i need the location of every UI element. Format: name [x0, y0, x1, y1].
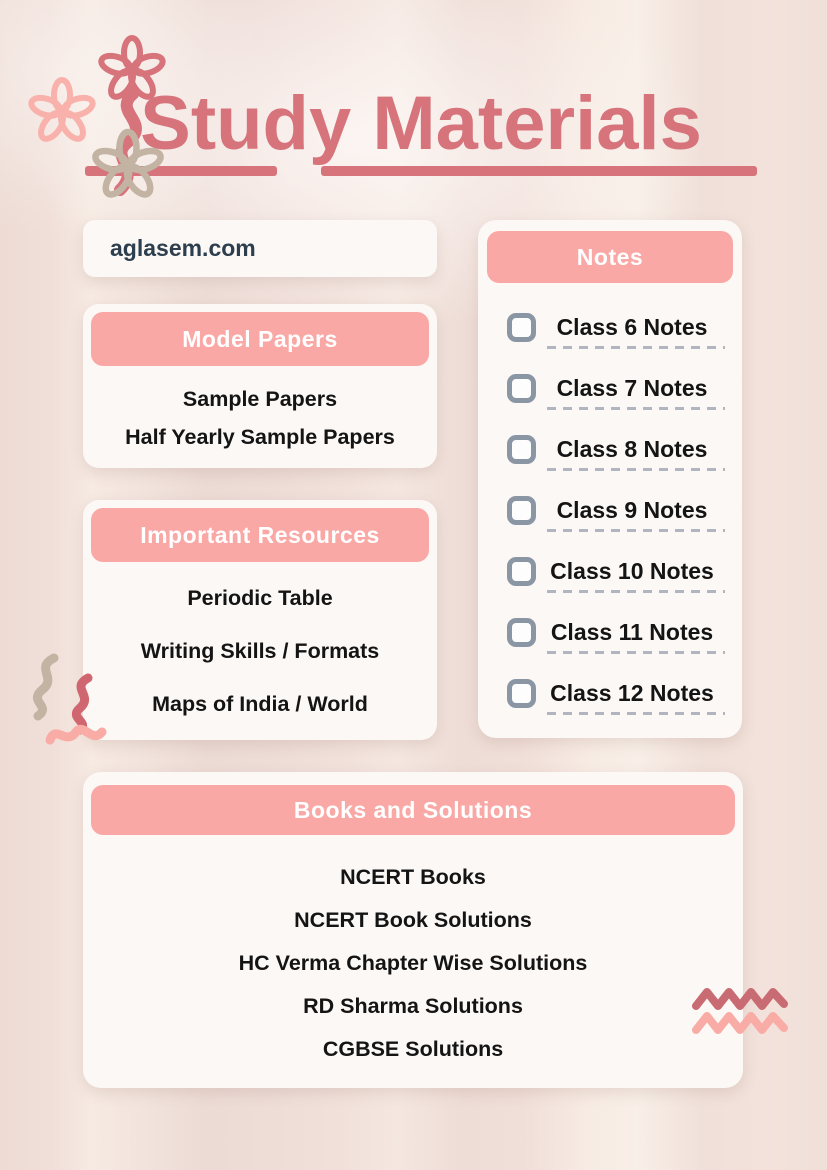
pink-flower-icon — [29, 80, 95, 143]
note-label: Class 10 Notes — [550, 558, 714, 584]
model-papers-item: Half Yearly Sample Papers — [125, 425, 395, 449]
notes-header: Notes — [487, 231, 733, 283]
model-papers-list — [83, 387, 437, 449]
note-row[interactable] — [478, 434, 742, 464]
note-label: Class 12 Notes — [550, 680, 714, 706]
note-row[interactable] — [478, 373, 742, 403]
important-resources-header: Important Resources — [91, 508, 429, 562]
books-and-solutions-item: HC Verma Chapter Wise Solutions — [238, 951, 588, 975]
note-label: Class 9 Notes — [549, 497, 715, 523]
model-papers-card — [83, 304, 437, 468]
notes-list — [478, 312, 742, 708]
note-row[interactable] — [478, 556, 742, 586]
checkbox-icon[interactable] — [507, 435, 536, 464]
books-and-solutions-item: CGBSE Solutions — [322, 1037, 504, 1061]
model-papers-header: Model Papers — [91, 312, 429, 366]
site-link[interactable] — [83, 220, 437, 277]
note-label: Class 6 Notes — [549, 314, 715, 340]
important-resources-item: Maps of India / World — [152, 692, 368, 716]
checkbox-icon[interactable] — [507, 679, 536, 708]
checkbox-icon[interactable] — [507, 374, 536, 403]
squiggle-doodle-icon — [24, 652, 116, 756]
checkbox-icon[interactable] — [507, 496, 536, 525]
books-and-solutions-list — [83, 865, 743, 1061]
zigzag-doodle-icon — [692, 984, 788, 1042]
note-row[interactable] — [478, 678, 742, 708]
flower-doodle-icon — [20, 34, 175, 212]
important-resources-item: Writing Skills / Formats — [140, 639, 380, 663]
books-and-solutions-card — [83, 772, 743, 1088]
page-title: Study Materials — [140, 81, 702, 166]
checkbox-icon[interactable] — [507, 557, 536, 586]
books-and-solutions-item: RD Sharma Solutions — [303, 994, 523, 1018]
model-papers-item: Sample Papers — [182, 387, 338, 411]
important-resources-item: Periodic Table — [187, 586, 333, 610]
important-resources-card — [83, 500, 437, 740]
books-and-solutions-header: Books and Solutions — [91, 785, 735, 835]
books-and-solutions-item: NCERT Books — [340, 865, 486, 889]
books-and-solutions-item: NCERT Book Solutions — [294, 908, 532, 932]
note-label: Class 7 Notes — [549, 375, 715, 401]
note-label: Class 11 Notes — [550, 619, 714, 645]
site-url: aglasem.com — [110, 235, 256, 261]
notes-card — [478, 220, 742, 738]
checkbox-icon[interactable] — [507, 313, 536, 342]
note-row[interactable] — [478, 495, 742, 525]
important-resources-list — [83, 586, 437, 716]
note-label: Class 8 Notes — [549, 436, 715, 462]
note-row[interactable] — [478, 312, 742, 342]
title-underline — [321, 166, 757, 176]
note-row[interactable] — [478, 617, 742, 647]
checkbox-icon[interactable] — [507, 618, 536, 647]
